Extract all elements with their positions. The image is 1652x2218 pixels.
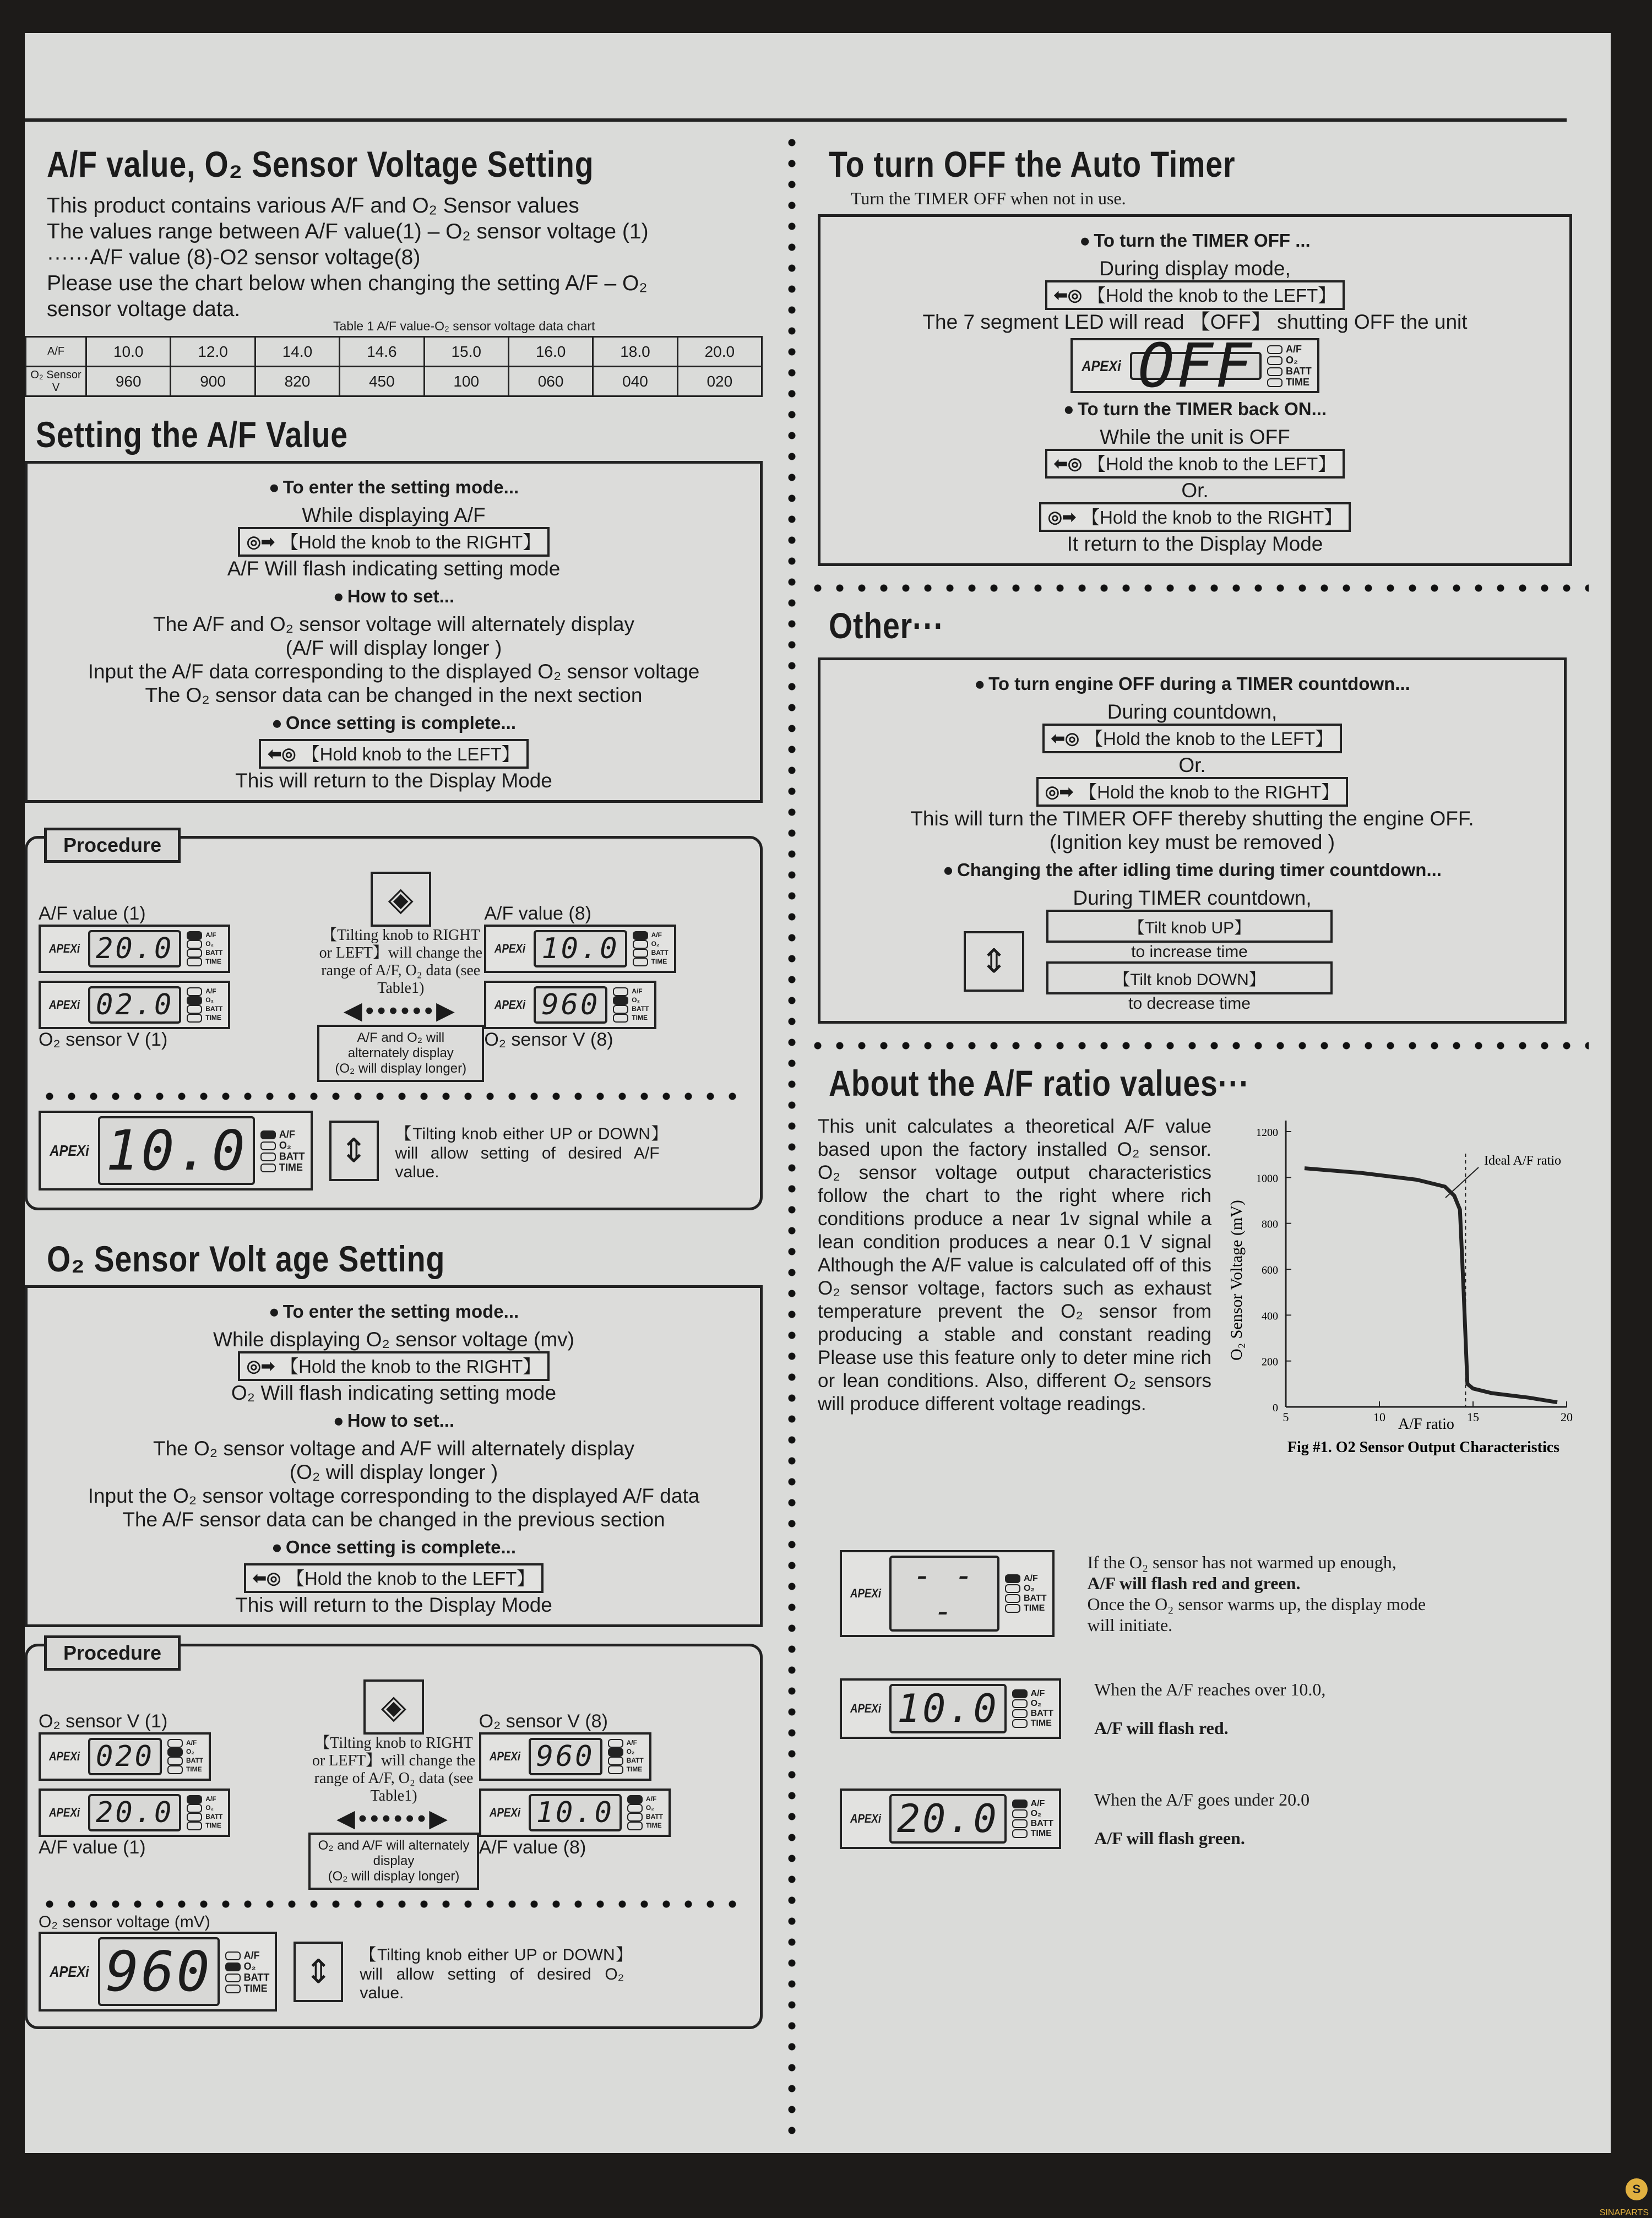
button-label: 【Hold the knob to the LEFT】 — [1085, 727, 1333, 751]
watermark-logo: S — [1626, 2178, 1648, 2200]
lcd-af1 — [39, 925, 230, 973]
led-o2: O₂ — [260, 1140, 305, 1151]
led-o2: O₂ — [167, 1748, 203, 1757]
instruction: (Ignition key must be removed ) — [832, 830, 1553, 854]
instruction: (A/F will display longer ) — [39, 636, 749, 660]
led-af: A/F — [187, 987, 222, 996]
led-af: A/F — [225, 1950, 270, 1961]
label-o28: O₂ sensor V (8) — [479, 1711, 749, 1732]
instruction: to increase time — [1046, 943, 1333, 961]
hold-right-button — [1036, 777, 1349, 807]
alternate-note — [317, 1025, 484, 1082]
change-time-heading: ● Changing the after idling time during timer countdown... — [832, 860, 1553, 880]
table-cell: 040 — [593, 367, 677, 396]
led-af: A/F — [167, 1739, 203, 1748]
note-line: Once the O₂ sensor warms up, the display mode will initiate. — [1088, 1594, 1446, 1635]
led-batt: BATT — [1012, 1709, 1053, 1719]
button-label: 【Hold the knob to the LEFT】 — [1088, 452, 1336, 476]
table-cell: 10.0 — [86, 337, 171, 367]
led-o2: O₂ — [613, 996, 649, 1005]
chart-title: Fig #1. O2 Sensor Output Characteristics — [1287, 1439, 1559, 1456]
table-cell: 020 — [677, 367, 762, 396]
led-batt: BATT — [187, 1813, 222, 1822]
table-row-af — [26, 337, 762, 367]
af-section — [25, 143, 774, 322]
dotted-divider — [39, 1091, 749, 1102]
led-batt: BATT — [1012, 1819, 1053, 1829]
segment-display: 20.0 — [889, 1794, 1007, 1844]
apexi-logo: APEXi — [50, 1142, 89, 1160]
y-tick-label: 600 — [1262, 1264, 1278, 1276]
led-time: TIME — [633, 958, 669, 966]
or-text: Or. — [832, 753, 1553, 777]
intro-line: Please use the chart below when changing the setting A/F – O₂ — [47, 270, 774, 296]
manual-page — [25, 33, 1611, 2153]
knob-right-icon: ◎➡ — [247, 530, 275, 554]
knob-right-icon: ◎➡ — [1045, 780, 1073, 804]
annotation-arrow — [1446, 1167, 1479, 1198]
tilt-ud-knob-icon: ⇕ — [294, 1942, 343, 2002]
intro-line: The values range between A/F value(1) – O₂ sensor voltage (1) — [47, 219, 774, 244]
about-section — [807, 1104, 1589, 1512]
note-line: If the O₂ sensor has not warmed up enough, — [1088, 1552, 1446, 1573]
dotted-divider — [39, 1899, 749, 1910]
intro-line: sensor voltage data. — [47, 296, 774, 322]
table-cell: 14.6 — [340, 337, 424, 367]
note-line: A/F and O₂ will alternately display — [325, 1030, 476, 1061]
led-af: A/F — [633, 931, 669, 940]
led-batt: BATT — [627, 1813, 663, 1822]
instruction: This will return to the Display Mode — [39, 769, 749, 792]
watermark-text — [1600, 2208, 1649, 2218]
af-intro — [47, 193, 774, 322]
table-cell: 20.0 — [677, 337, 762, 367]
right-column — [807, 143, 1589, 1857]
button-label: 【Hold knob to the LEFT】 — [302, 742, 520, 766]
led-af: A/F — [613, 987, 649, 996]
y-tick-label: 1000 — [1256, 1172, 1278, 1184]
instruction: The O₂ sensor voltage and A/F will alternately display — [39, 1437, 749, 1460]
apexi-logo: APEXi — [490, 1749, 520, 1764]
warmup-row — [840, 1550, 1589, 1637]
instruction: The A/F and O₂ sensor voltage will alternately display — [39, 612, 749, 636]
instruction: During countdown, — [832, 700, 1553, 724]
led-batt: BATT — [1005, 1594, 1046, 1603]
instruction: The A/F sensor data can be changed in the previous section — [39, 1508, 749, 1531]
table-cell: 16.0 — [508, 337, 593, 367]
knob-right-icon: ◎➡ — [247, 1355, 275, 1378]
tilt-instruction: 【Tilting knob to RIGHT or LEFT】will change the range of A/F, O₂ data (see Table1) — [308, 1735, 479, 1805]
led-af: A/F — [1012, 1799, 1053, 1809]
ideal-annotation: Ideal A/F ratio — [1484, 1154, 1561, 1168]
led-af: A/F — [187, 1795, 222, 1804]
segment-display: 20.0 — [88, 1794, 181, 1831]
apexi-logo: APEXi — [850, 1586, 881, 1601]
lcd-20 — [840, 1788, 1061, 1849]
o2-output-chart — [1220, 1115, 1583, 1501]
led-time: TIME — [260, 1162, 305, 1173]
hold-right-button — [238, 1351, 550, 1381]
note-line: (O₂ will display longer) — [316, 1869, 471, 1884]
label-af8: A/F value (8) — [479, 1837, 749, 1858]
led-time: TIME — [225, 1983, 270, 1994]
other-title: Other··· — [829, 605, 1467, 646]
led-af: A/F — [260, 1129, 305, 1140]
apexi-logo: APEXi — [490, 1806, 520, 1820]
led-o2: O₂ — [187, 940, 222, 949]
how-heading: ● How to set... — [39, 1410, 749, 1431]
segment-display: 020 — [88, 1738, 162, 1775]
instruction: to decrease time — [1046, 994, 1333, 1013]
led-o2: O₂ — [633, 940, 669, 949]
procedure-o2 — [25, 1644, 763, 2029]
led-af: A/F — [608, 1739, 644, 1748]
procedure-af — [25, 836, 763, 1210]
y-tick-label: 200 — [1262, 1356, 1278, 1368]
once-heading: ● Once setting is complete... — [39, 1537, 749, 1558]
table-cell: 450 — [340, 367, 424, 396]
segment-display: 02.0 — [88, 986, 181, 1024]
table-row-o2 — [26, 367, 762, 396]
led-o2: O₂ — [1267, 355, 1312, 366]
row-header: A/F — [26, 337, 86, 367]
y-tick-label: 1200 — [1256, 1127, 1278, 1139]
segment-display: 960 — [529, 1738, 602, 1775]
table-cell: 820 — [255, 367, 339, 396]
led-o2: O₂ — [627, 1804, 663, 1813]
instruction: O₂ Will flash indicating setting mode — [39, 1381, 749, 1405]
apexi-logo: APEXi — [494, 998, 525, 1012]
label-o21: O₂ sensor V (1) — [39, 1711, 308, 1732]
apexi-logo: APEXi — [49, 1806, 80, 1820]
note-line: When the A/F reaches over 10.0, — [1094, 1670, 1325, 1709]
hold-left-button — [1045, 280, 1345, 310]
table-cell: 960 — [86, 367, 171, 396]
led-o2: O₂ — [1012, 1809, 1053, 1819]
led-o2: O₂ — [1005, 1584, 1046, 1594]
label-af8: A/F value (8) — [484, 903, 749, 925]
instruction: It return to the Display Mode — [832, 532, 1558, 556]
led-time: TIME — [167, 1765, 203, 1774]
tilt-up-button: 【Tilt knob UP】 — [1046, 910, 1333, 943]
instruction: While displaying O₂ sensor voltage (mv) — [39, 1328, 749, 1351]
left-column — [25, 143, 774, 2029]
procedure-tag: Procedure — [44, 1635, 181, 1671]
af-o2-table — [25, 336, 763, 397]
timer-on-heading: ● To turn the TIMER back ON... — [832, 399, 1558, 420]
lcd-af1 — [39, 1788, 230, 1837]
led-o2: O₂ — [187, 1804, 222, 1813]
table-cell: 18.0 — [593, 337, 677, 367]
lcd-dash — [840, 1550, 1055, 1637]
apexi-logo: APEXi — [850, 1701, 881, 1716]
x-tick-label: 15 — [1467, 1410, 1479, 1424]
led-time: TIME — [627, 1822, 663, 1830]
hold-left-button — [1045, 449, 1345, 479]
lcd-o28 — [484, 981, 656, 1029]
button-label: 【Hold the knob to the RIGHT】 — [1079, 780, 1339, 804]
segment-display: 10.0 — [534, 930, 627, 967]
top-rule — [25, 118, 1567, 122]
led-af: A/F — [1012, 1689, 1053, 1699]
table-cell: 12.0 — [171, 337, 255, 367]
led-time: TIME — [1267, 377, 1312, 388]
tilt-ud-knob-icon: ⇕ — [329, 1121, 379, 1181]
green-row — [840, 1780, 1589, 1857]
instruction: This will turn the TIMER OFF thereby shutting the engine OFF. — [832, 807, 1553, 830]
button-label: 【Hold the knob to the RIGHT】 — [280, 530, 541, 554]
timer-off-heading: ● To turn the TIMER OFF ... — [832, 230, 1558, 251]
button-label: 【Hold the knob to the RIGHT】 — [1082, 505, 1342, 529]
apexi-logo: APEXi — [49, 998, 80, 1012]
tilt-down-button: 【Tilt knob DOWN】 — [1046, 961, 1333, 994]
intro-line: ······A/F value (8)-O2 sensor voltage(8) — [47, 244, 774, 270]
instruction: A/F Will flash indicating setting mode — [39, 557, 749, 580]
note-line: When the A/F goes under 20.0 — [1094, 1780, 1309, 1819]
table-caption: Table 1 A/F value-O₂ sensor voltage data chart — [333, 319, 774, 334]
apexi-logo: APEXi — [494, 942, 525, 956]
note-line: A/F will flash green. — [1094, 1819, 1309, 1857]
lcd-o21 — [39, 1732, 211, 1781]
series-line — [1305, 1168, 1557, 1402]
table-cell: 15.0 — [424, 337, 508, 367]
timer-title: To turn OFF the Auto Timer — [829, 143, 1467, 185]
x-tick-label: 10 — [1373, 1410, 1385, 1424]
about-title: About the A/F ratio values··· — [829, 1062, 1467, 1104]
led-batt: BATT — [187, 949, 222, 958]
enter-mode-heading: ● To enter the setting mode... — [39, 477, 749, 498]
led-time: TIME — [187, 1822, 222, 1830]
knob-left-icon: ⬅◎ — [268, 742, 296, 766]
hold-right-button — [1039, 502, 1351, 532]
other-box — [818, 657, 1567, 1024]
once-heading: ● Once setting is complete... — [39, 713, 749, 733]
table-cell: 060 — [508, 367, 593, 396]
button-label: 【Hold the knob to the RIGHT】 — [280, 1355, 541, 1378]
led-o2: O₂ — [1012, 1699, 1053, 1709]
led-time: TIME — [1012, 1719, 1053, 1728]
updown-instruction: 【Tilting knob either UP or DOWN】will allow setting of desired A/F value. — [395, 1120, 660, 1182]
x-tick-label: 5 — [1283, 1410, 1289, 1424]
led-o2: O₂ — [187, 996, 222, 1005]
dotted-divider — [807, 583, 1589, 594]
apexi-logo: APEXi — [49, 1749, 80, 1764]
label-af1: A/F value (1) — [39, 903, 317, 925]
tilt-lr-knob-icon: ◈ — [363, 1679, 424, 1735]
led-o2: O₂ — [225, 1961, 270, 1972]
segment-display: 10.0 — [889, 1684, 1007, 1733]
lcd-af8 — [479, 1788, 671, 1837]
led-af: A/F — [1005, 1574, 1046, 1584]
led-time: TIME — [1012, 1829, 1053, 1839]
label-o28: O₂ sensor V (8) — [484, 1029, 749, 1051]
instruction: During display mode, — [832, 257, 1558, 280]
tilt-instruction: 【Tilting knob to RIGHT or LEFT】will change the range of A/F, O₂ data (see Table1) — [317, 927, 484, 997]
set-af-box — [25, 461, 763, 803]
led-time: TIME — [608, 1765, 644, 1774]
led-af: A/F — [627, 1795, 663, 1804]
button-label: 【Hold the knob to the LEFT】 — [286, 1567, 535, 1590]
af-section-title: A/F value, O₂ Sensor Voltage Setting — [47, 143, 657, 185]
instruction: (O₂ will display longer ) — [39, 1460, 749, 1484]
note-line: A/F will flash red. — [1094, 1709, 1325, 1747]
set-o2-box — [25, 1285, 763, 1627]
led-time: TIME — [187, 1014, 222, 1023]
set-o2-title: O₂ Sensor Volt age Setting — [47, 1238, 657, 1280]
instruction: Input the O₂ sensor voltage corresponding to the displayed A/F data — [39, 1484, 749, 1508]
instruction: While the unit is OFF — [832, 425, 1558, 449]
label-af1: A/F value (1) — [39, 1837, 308, 1858]
instruction: Input the A/F data corresponding to the displayed O₂ sensor voltage — [39, 660, 749, 683]
enter-mode-heading: ● To enter the setting mode... — [39, 1301, 749, 1322]
apexi-logo: APEXi — [50, 1963, 89, 1981]
tilt-lr-knob-icon: ◈ — [371, 872, 431, 927]
intro-line: This product contains various A/F and O₂ Sensor values — [47, 193, 774, 219]
led-batt: BATT — [187, 1005, 222, 1014]
led-time: TIME — [1005, 1603, 1046, 1613]
set-af-title: Setting the A/F Value — [36, 414, 656, 455]
instruction: While displaying A/F — [39, 503, 749, 527]
apexi-logo: APEXi — [1082, 354, 1121, 378]
tilt-ud-knob-icon: ⇕ — [964, 931, 1024, 992]
or-text: Or. — [832, 479, 1558, 502]
button-label: 【Hold the knob to the LEFT】 — [1088, 284, 1336, 307]
led-batt: BATT — [608, 1757, 644, 1765]
led-af: A/F — [1267, 344, 1312, 355]
alternate-note — [308, 1833, 479, 1890]
note-line: O₂ and A/F will alternately display — [316, 1838, 471, 1869]
led-o2: O₂ — [608, 1748, 644, 1757]
y-label: O₂ Sensor Voltage (mV) — [1227, 1200, 1246, 1361]
table-cell: 900 — [171, 367, 255, 396]
engine-off-heading: ● To turn engine OFF during a TIMER countdown... — [832, 673, 1553, 694]
y-tick-label: 800 — [1262, 1219, 1278, 1231]
segment-display: 20.0 — [88, 930, 181, 967]
led-time: TIME — [613, 1014, 649, 1023]
column-divider — [786, 132, 797, 2137]
lcd-af8 — [484, 925, 676, 973]
x-label: A/F ratio — [1398, 1416, 1454, 1433]
label-o21: O₂ sensor V (1) — [39, 1029, 317, 1051]
note-line: (O₂ will display longer) — [325, 1061, 476, 1077]
apexi-logo: APEXi — [850, 1812, 881, 1826]
led-batt: BATT — [260, 1151, 305, 1162]
x-tick-label: 20 — [1561, 1410, 1573, 1424]
updown-instruction: 【Tilting knob either UP or DOWN】will allow setting of desired O₂ value. — [360, 1941, 624, 2003]
lcd-o28 — [479, 1732, 651, 1781]
about-text: This unit calculates a theoretical A/F value based upon the factory installed O₂ sensor. O₂ sensor voltage output characteristics follow the chart to the right where rich conditions produce a near 1v signal while a lean condition produces a near 0.1 V signal Although the A/F value is calculated off of this O₂ sensor voltage, factors such as exhaust temperature prevent the O₂ sensor from producing a stable and constant reading Please use this feature only to deter mine rich or lean conditions. Also, different O₂ sensors will produce different voltage readings. — [818, 1115, 1211, 1416]
y-tick-label: 0 — [1273, 1402, 1278, 1414]
led-af: A/F — [187, 931, 222, 940]
range-arrow-icon: ◀••••••▶ — [308, 1805, 479, 1833]
apexi-logo: APEXi — [49, 942, 80, 956]
table-cell: 100 — [424, 367, 508, 396]
note-line: A/F will flash red and green. — [1088, 1573, 1446, 1594]
led-batt: BATT — [225, 1972, 270, 1983]
knob-left-icon: ⬅◎ — [1054, 284, 1082, 307]
procedure-tag: Procedure — [44, 828, 181, 863]
instruction: The O₂ sensor data can be changed in the next section — [39, 683, 749, 707]
knob-left-icon: ⬅◎ — [1051, 727, 1079, 751]
lcd-10 — [840, 1678, 1061, 1739]
timer-box — [818, 214, 1572, 566]
knob-right-icon: ◎➡ — [1048, 505, 1076, 529]
hold-left-button — [244, 1563, 544, 1593]
knob-left-icon: ⬅◎ — [253, 1567, 281, 1590]
led-batt: BATT — [633, 949, 669, 958]
segment-display: 10.0 — [529, 1794, 622, 1831]
segment-display: OFF — [1130, 352, 1262, 380]
lcd-big-o2 — [39, 1932, 277, 2012]
range-arrow-icon: ◀••••••▶ — [317, 997, 484, 1025]
led-time: TIME — [187, 958, 222, 966]
instruction: During TIMER countdown, — [832, 886, 1553, 910]
y-tick-label: 400 — [1262, 1310, 1278, 1322]
knob-left-icon: ⬅◎ — [1054, 452, 1082, 476]
lcd-big-af — [39, 1111, 313, 1190]
instruction: The 7 segment LED will read 【OFF】 shutting OFF the unit — [832, 310, 1558, 334]
lcd-off — [1070, 338, 1319, 393]
hold-right-button — [238, 527, 550, 557]
led-batt: BATT — [613, 1005, 649, 1014]
dotted-divider — [807, 1040, 1589, 1051]
instruction: This will return to the Display Mode — [39, 1593, 749, 1617]
hold-left-button — [1042, 724, 1343, 753]
led-batt: BATT — [167, 1757, 203, 1765]
hold-left-button — [259, 739, 529, 769]
led-batt: BATT — [1267, 366, 1312, 377]
segment-display: 960 — [98, 1937, 220, 2006]
timer-subtitle: Turn the TIMER OFF when not in use. — [851, 188, 1589, 209]
row-header: O₂ Sensor V — [26, 367, 86, 396]
volt-label: O₂ sensor voltage (mV) — [39, 1913, 749, 1932]
red-row — [840, 1670, 1589, 1747]
segment-display: 960 — [534, 986, 607, 1024]
segment-display: - - - — [889, 1556, 999, 1632]
segment-display: 10.0 — [98, 1116, 255, 1185]
lcd-o21 — [39, 981, 230, 1029]
how-heading: ● How to set... — [39, 586, 749, 607]
table-cell: 14.0 — [255, 337, 339, 367]
